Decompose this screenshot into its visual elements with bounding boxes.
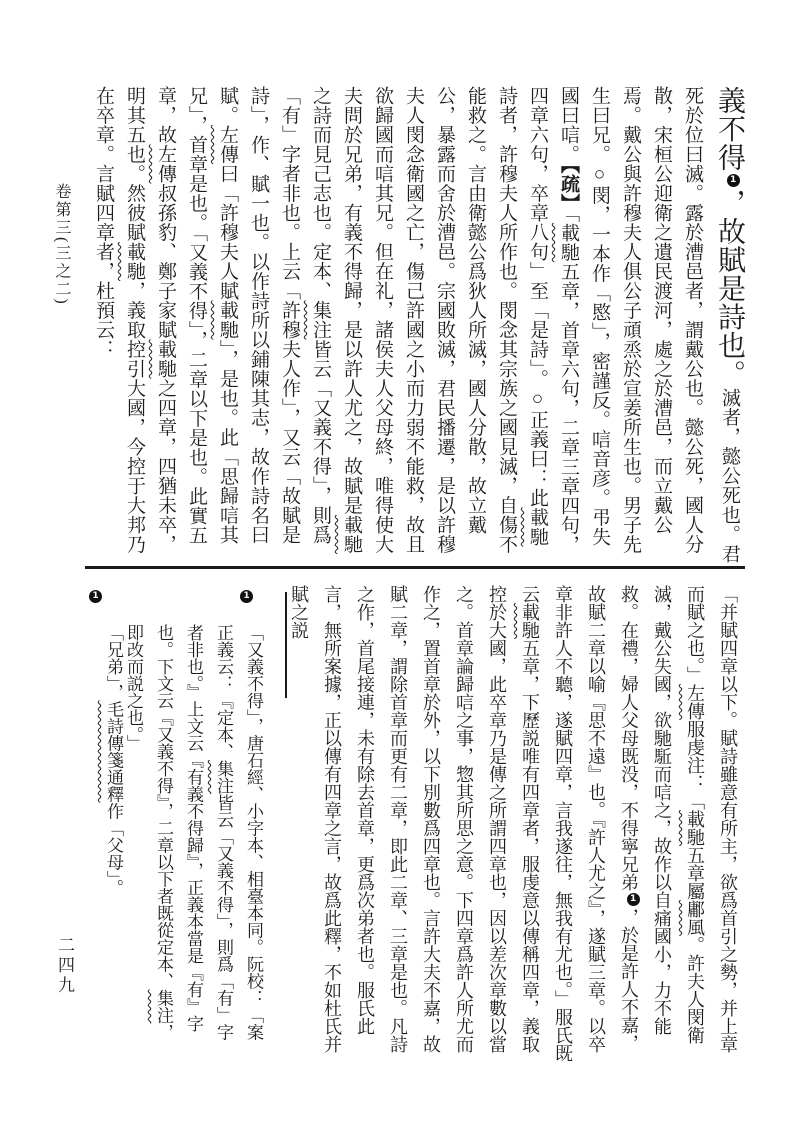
book-title-mark: 載馳 (217, 300, 238, 340)
text-segment: 「并賦四章以下。賦詩雖意有所主，欲爲首引之勢，并上章而賦之也。」 (685, 585, 738, 1053)
text-segment: 皆云「又義不得」，則爲「有」字者非也。』上文云『有義不得歸』，正義本當是『有』字也。下文云『又義不得』，二章以下者既從定本、 (154, 624, 233, 1041)
text-segment: 曰「許穆夫人賦 (217, 164, 238, 301)
text-segment: 五章，首章六句，二章三章四句，四章六句，卒章八句」至「是詩」。○正義曰：此 (527, 86, 579, 555)
text-segment: 之四章，四猶未卒，明其五也。然彼賦 (124, 86, 176, 554)
text-segment: 五章屬 (685, 846, 705, 900)
text-segment: 五章，下歷説唯有四章者，服虔意以傳稱四章，義取控於大國，此卒章乃是傳之所謂四章也，因以差次章數以當之。首章論歸唁之事，惣其所思之意。下四章爲許人所尤而作之，置首章於外，以下別數爲四章也。言許大夫不嘉，故賦二章，謂除首章而更有二章，即此二章、三章是也。凡詩之作，首尾接連，未有除去首章，更爲次弟者也。服氏此言，無所案據，正以傳有四章之言，故爲此釋，不如杜氏并賦之説 (289, 585, 540, 1053)
commentary-block (282, 585, 744, 1063)
volume-label: 卷第三(三之二) (53, 183, 70, 306)
book-title-mark: 集注 (154, 989, 173, 1024)
footnote-ref-marker: 1 (727, 174, 740, 187)
shu-section-label: 【疏】 (558, 164, 579, 213)
book-title-mark: 毛詩傳箋通釋 (104, 700, 123, 803)
book-title-mark: 載馳 (527, 507, 548, 547)
book-title-mark: 左傳 (685, 684, 705, 720)
book-title-mark: 集注 (310, 300, 331, 340)
book-title-mark: 鄘風 (685, 900, 705, 936)
text-segment: ，義取控引大國，今控于大邦乃在卒章。言賦四章者，杜預云： (93, 86, 145, 554)
text-segment: 叔孫豹、鄭子家賦 (155, 183, 176, 340)
text-segment: 「 (558, 213, 579, 223)
footnote-2-marker-icon: 1 (89, 590, 102, 603)
main-text-block (88, 86, 750, 564)
page-number: 二四九 (55, 936, 74, 996)
text-segment: ，即改而説之也。」 (124, 624, 173, 1041)
footnote-divider-line (285, 592, 287, 698)
book-title-mark: 集注 (214, 760, 233, 794)
book-title-mark: 左傳 (217, 125, 238, 164)
text-segment: 滅者，懿公死也。君死於位曰滅。露於漕邑者，謂戴公也。懿公死，國人分散，宋桓公迎衛之遺民渡河，處之於漕邑，而立戴公焉。戴公與許穆夫人俱公子頑烝於宣姜所生也。男子先生曰兄。○閔，一本作「愍」，密謹反。唁音彦。弔失國曰唁。 (558, 86, 740, 564)
section-divider-line (85, 566, 745, 569)
text-segment: ，於是許人不嘉，故賦二章以喻『思不遠』也。『許人尤之』，遂賦三章。以卒章非許人不聽，遂賦四章，言我遂往，無我有尤也。」服氏既云 (520, 585, 639, 1062)
classic-text-large: ，故賦是詩也。 (714, 188, 745, 388)
book-title-mark: 載馳 (685, 810, 705, 846)
text-segment: 服虔注：「 (685, 720, 705, 810)
text-segment: 皆云「又義不得」，則爲「有」字者非也。上云「許穆夫人作」，又云「故賦是詩」，作、賦一也。以作詩所以鋪陳其志，故作詩名曰賦。 (217, 86, 331, 545)
book-title-mark: 載馳 (558, 223, 579, 262)
text-segment: 作「父母」。 (104, 802, 123, 896)
book-title-mark: 載馳 (155, 339, 176, 379)
footnote-2 (98, 624, 128, 1048)
text-segment: 」，是也。此「思歸唁其兄」，首章是也。「又義不得」，二章以下是也。此實五章，故 (155, 86, 238, 545)
classic-text-large: 義不得 (714, 86, 745, 172)
text-segment: 。許夫人閔衛滅，戴公失國，欲馳駈而唁之，故作以自痛國小，力不能救。在禮，婦人父母既没，不得寧兄弟 (619, 585, 705, 1044)
text-segment: 之詩而見己志也。定本、 (310, 86, 331, 301)
book-title-mark: 載馳 (520, 603, 540, 639)
book-title-mark: 載馳 (124, 242, 145, 281)
footnote-1 (118, 624, 268, 1048)
text-segment: 詩者，許穆夫人所作也。閔念其宗族之國見滅，自傷不能救之。言由衛懿公爲狄人所滅，國人分散，故立戴公，暴露而舍於漕邑。宗國敗滅，君民播遷，是以許穆夫人閔念衛國之亡，傷己許國之小而力弱不能救，故且欲歸國而唁其兄。但在礼，諸侯夫人父母終，唯得使大夫問於兄弟，有義不得歸，是以許人尤之，故賦是 (341, 86, 517, 554)
footnote-1-marker-icon: 1 (240, 590, 253, 603)
text-segment: 「兄弟」， (104, 624, 123, 701)
book-title-mark: 左傳 (155, 144, 176, 184)
footnote-ref-marker: 1 (627, 893, 640, 906)
book-title-mark: 載馳 (341, 515, 362, 554)
text-segment: 「又義不得」，唐石經、小字本、相臺本同。阮校：「案正義云：『定本、 (214, 624, 263, 1041)
